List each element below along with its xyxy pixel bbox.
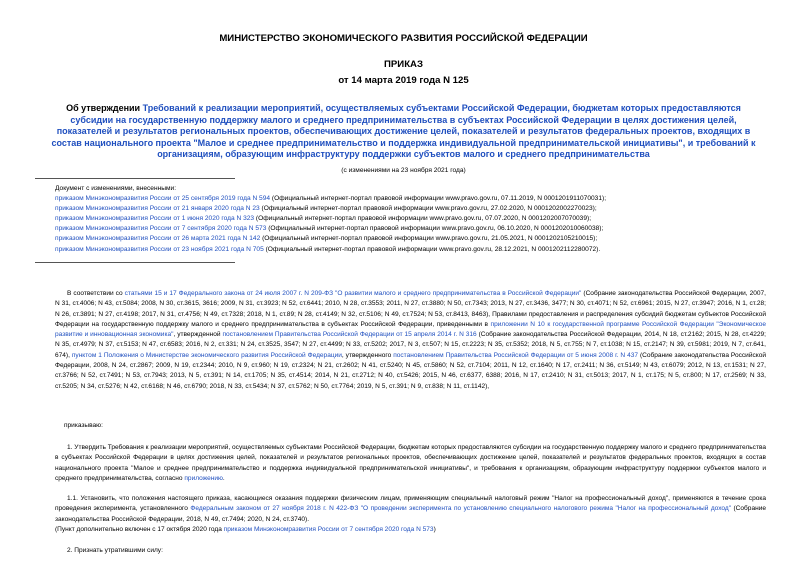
document-date-number: от 14 марта 2019 года N 125 [338,75,469,86]
clause-2: 2. Признать утратившими силу: [67,547,163,554]
preamble-text: В соответствии со [67,290,125,297]
change-link[interactable]: приказом Минэкономразвития России от 23 ноября 2021 года N 705 [55,245,264,253]
changes-list [55,184,705,255]
change-source: (Официальный интернет-портал правовой информации www.pravo.gov.ru, 07.11.2019, N 0001201911070031); [270,195,607,203]
change-item [55,214,705,224]
change-source: (Официальный интернет-портал правовой информации www.pravo.gov.ru, 27.02.2020, N 0001202002270023); [259,205,597,213]
order-573-link[interactable]: приказом Минэкономразвития России от 7 сентября 2020 года N 573 [223,525,434,533]
clause-text: 1. Утвердить Требования к реализации мероприятий, осуществляемых субъектами Российской Федерации, бюджетам которых предоставляются субсидии на государственную поддержку малого и среднего предпринимательства в субъектах Российской Федерации в целях достижения целей, показателей и результатов региональных проектов, обеспечивающих достижение целей, показателей и результатов федеральных проектов, входящих в состав национального проекта "Малое и среднее предпринимательство и поддержка индивидуальной предпринимательской инициативы", и требования к организациям, образующим инфраструктуру поддержки субъектов малого и среднего предпринимательства, согласно [55,444,766,482]
law-link[interactable]: статьями 15 и 17 Федерального закона от 24 июля 2007 г. N 209-ФЗ "О развитии малого и среднего предпринимательства в Российской Федерации" [124,290,582,297]
change-link[interactable]: приказом Минэкономразвития России от 21 января 2020 года N 23 [55,205,260,213]
change-source: (Официальный интернет-портал правовой информации www.pravo.gov.ru, 07.07.2020, N 0001202007070039); [254,215,592,223]
change-item [55,194,705,204]
resolution-437-link[interactable]: постановлением Правительства Российской Федерации от 5 июня 2008 г. N 437 [393,351,639,359]
document-type: ПРИКАЗ [384,59,423,70]
change-item [55,245,705,255]
preamble-text: , утвержденной [173,331,223,339]
change-source: (Официальный интернет-портал правовой информации www.pravo.gov.ru, 28.12.2021, N 0001202112280072). [263,245,601,253]
inclusion-note: (Пункт дополнительно включен с 17 октября 2020 года [55,525,224,533]
preamble-paragraph [55,289,766,392]
order-word: приказываю: [64,422,103,429]
clause-1 [55,443,766,484]
change-link[interactable]: приказом Минэкономразвития России от 1 июня 2020 года N 323 [55,215,255,223]
revision-note: (с изменениями на 23 ноября 2021 года) [341,167,466,174]
change-link[interactable]: приказом Минэкономразвития России от 26 марта 2021 года N 142 [55,235,261,243]
appendix-link[interactable]: приложению [184,474,223,482]
change-item [55,224,705,234]
change-item [55,204,705,214]
ministry-name: МИНИСТЕРСТВО ЭКОНОМИЧЕСКОГО РАЗВИТИЯ РОССИЙСКОЙ ФЕДЕРАЦИИ [219,33,588,44]
change-item [55,234,705,244]
clause-text: 1.1. Установить, что положения настоящего приказа, касающиеся оказания поддержки физическим лицам, применяющим специальный налоговый режим "Налог на профессиональный доход", применяются в течение срока проведения эксперимента, установленного [55,495,766,513]
clause-1-1 [55,494,766,535]
change-link[interactable]: приказом Минэкономразвития России от 7 сентября 2020 года N 573 [55,225,267,233]
federal-law-link[interactable]: Федеральным законом от 27 ноября 2018 г. N 422-ФЗ "О проведении эксперимента по установлению специального налогового режима "Налог на профессиональный доход" [190,505,732,513]
clause-text: . [222,474,225,482]
clause-text: (Собрание законодательства Российской Федерации, 2018, N 49, ст.7494; 2020, N 24, ст.3740). [55,505,766,523]
preamble-text: (Собрание законодательства Российской Федерации, 2014, N 18, ст.2162; 2015, N 28, ст.4229; N 35, ст.4979; N 37, ст.5153; N 47, ст.6583; 2016, N 2, ст.331; N 24, ст.3525, 3547; N 27, ст.4499; N 33, ст.5202; 2017, N 3, ст.507; N 15, ст.2223; N 35, ст.5352; 2018, N 5, ст.755; N 7, ст.1038; N 15, ст.2147; N 39, ст.5981; 2019, N 7, ст.641, 674), [55,331,766,359]
changes-heading: Документ с изменениями, внесенными: [55,185,177,192]
change-link[interactable]: приказом Минэкономразвития России от 25 сентября 2019 года N 594 [55,195,271,203]
inclusion-note-end: ) [433,525,436,533]
top-divider [35,178,235,179]
regulation-link[interactable]: пунктом 1 Положения о Министерстве экономического развития Российской Федерации [71,351,342,359]
title-prefix: Об утверждении [66,103,143,113]
program-link[interactable]: приложении N 10 к государственной программе Российской Федерации "Экономическое развитие и инновационная экономика" [55,320,766,339]
bottom-divider [35,262,235,263]
change-source: (Официальный интернет-портал правовой информации www.pravo.gov.ru, 21.05.2021, N 0001202105210015); [260,235,598,243]
change-source: (Официальный интернет-портал правовой информации www.pravo.gov.ru, 06.10.2020, N 0001202010060038); [266,225,604,233]
document-title [45,103,762,161]
preamble-text: , утвержденного [341,351,394,359]
preamble-text: (Собрание законодательства Российской Федерации, 2008, N 24, ст.2867; 2009, N 19, ст.2344; 2010, N 9, ст.960; N 19, ст.2324; N 21, ст.2602; N 41, ст.5240; N 45, ст.5860; N 52, ст.7104; 2011, N 12, ст.1640; N 17, ст.2411; N 36, ст.5149; N 43, ст.6079; 2012, N 13, ст.1531; N 27, ст.3766; N 52, ст.7491; N 53, ст.7943; 2013, N 5, ст.391; N 14, ст.1705; N 35, ст.4514; 2014, N 21, ст.2712; N 40, ст.5426; 2015, N 46, ст.6377, 6388; 2016, N 17, ст.2410; N 31, ст.5013; 2017, N 1, ст.175; N 5, ст.800; N 17, ст.2569; N 33, ст.5205; N 34, ст.5276; N 42, ст.6168; N 46, ст.6790; 2018, N 33, ст.5434; N 37, ст.5762; N 50, ст.7764; 2019, N 5, ст.391; N 9, ст.838; N 11, ст.1142), [55,351,767,390]
title-link[interactable]: Требований к реализации мероприятий, осуществляемых субъектами Российской Федерации, бюджетам которых предоставляются субсидии на государственную поддержку малого и среднего предпринимательства в субъектах Российской Федерации в целях достижения целей, показателей и результатов региональных проектов, обеспечивающих достижение целей, показателей и результатов федеральных проектов, входящих в состав национального проекта "Малое и среднее предпринимательство и поддержка индивидуальной предпринимательской инициативы", и требований к организациям, образующим инфраструктуру поддержки субъектов малого и среднего предпринимательства [51,103,756,160]
resolution-link[interactable]: постановлением Правительства Российской Федерации от 15 апреля 2014 г. N 316 [222,331,477,339]
preamble-text: (Собрание законодательства Российской Федерации, 2007, N 31, ст.4006; N 43, ст.5084; 2008, N 30, ст.3615, 3616; 2009, N 31, ст.3923; N 52, ст.6441; 2010, N 28, ст.3553; 2011, N 27, ст.3880; N 50, ст.7343; 2013, N 27, ст.3436, 3477; N 30, ст.4071; N 52, ст.6961; 2015, N 27, ст.3947; 2016, N 1, ст.28; N 26, ст.3891; N 27, ст.4198; 2017, N 31, ст.4756; N 49, ст.7328; 2018, N 1, ст.89; N 28, ст.4149; N 32, ст.5106; N 49, ст.7524; N 53, ст.8413, 8463), Правилами предоставления и распределения субсидий бюджетам субъектов Российской Федерации на государственную поддержку малого и среднего предпринимательства в субъектах Российской Федерации, приведенными в [55,290,766,328]
